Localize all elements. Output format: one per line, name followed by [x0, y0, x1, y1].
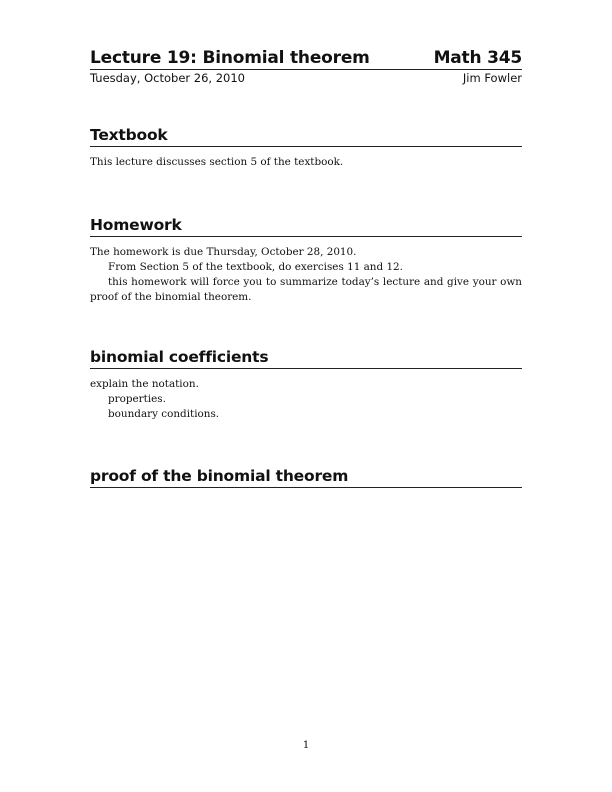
textbook-section	[90, 126, 522, 170]
course-name: Math 345	[433, 48, 522, 68]
textbook-heading: Textbook	[90, 126, 522, 147]
proof-heading: proof of the binomial theorem	[90, 467, 522, 488]
homework-exercises: From Section 5 of the textbook, do exercises 11 and 12.	[108, 261, 403, 273]
binomial-coefficients-heading: binomial coefficients	[90, 348, 522, 369]
proof-section	[90, 467, 522, 488]
homework-heading: Homework	[90, 216, 522, 237]
coefficients-properties: properties.	[108, 393, 166, 405]
lecture-date: Tuesday, October 26, 2010	[90, 71, 245, 85]
instructor-name: Jim Fowler	[462, 71, 522, 85]
header-subtitle-row	[90, 71, 522, 85]
page-number: 1	[302, 739, 310, 751]
coefficients-boundary: boundary conditions.	[108, 408, 220, 420]
homework-section	[90, 216, 522, 305]
coefficients-notation: explain the notation.	[90, 378, 199, 390]
header-title-row	[90, 48, 522, 68]
document-header	[90, 48, 522, 85]
textbook-body	[90, 155, 522, 170]
header-rule	[90, 69, 522, 70]
homework-due-date: The homework is due Thursday, October 28, 2010.	[90, 246, 357, 258]
homework-body	[90, 245, 522, 305]
binomial-coefficients-body	[90, 377, 522, 422]
textbook-text: This lecture discusses section 5 of the textbook.	[90, 156, 344, 168]
binomial-coefficients-section	[90, 348, 522, 422]
homework-description: this homework will force you to summarize today’s lecture and give your own proof of the binomial theorem.	[90, 276, 522, 303]
lecture-title: Lecture 19: Binomial theorem	[90, 48, 370, 68]
